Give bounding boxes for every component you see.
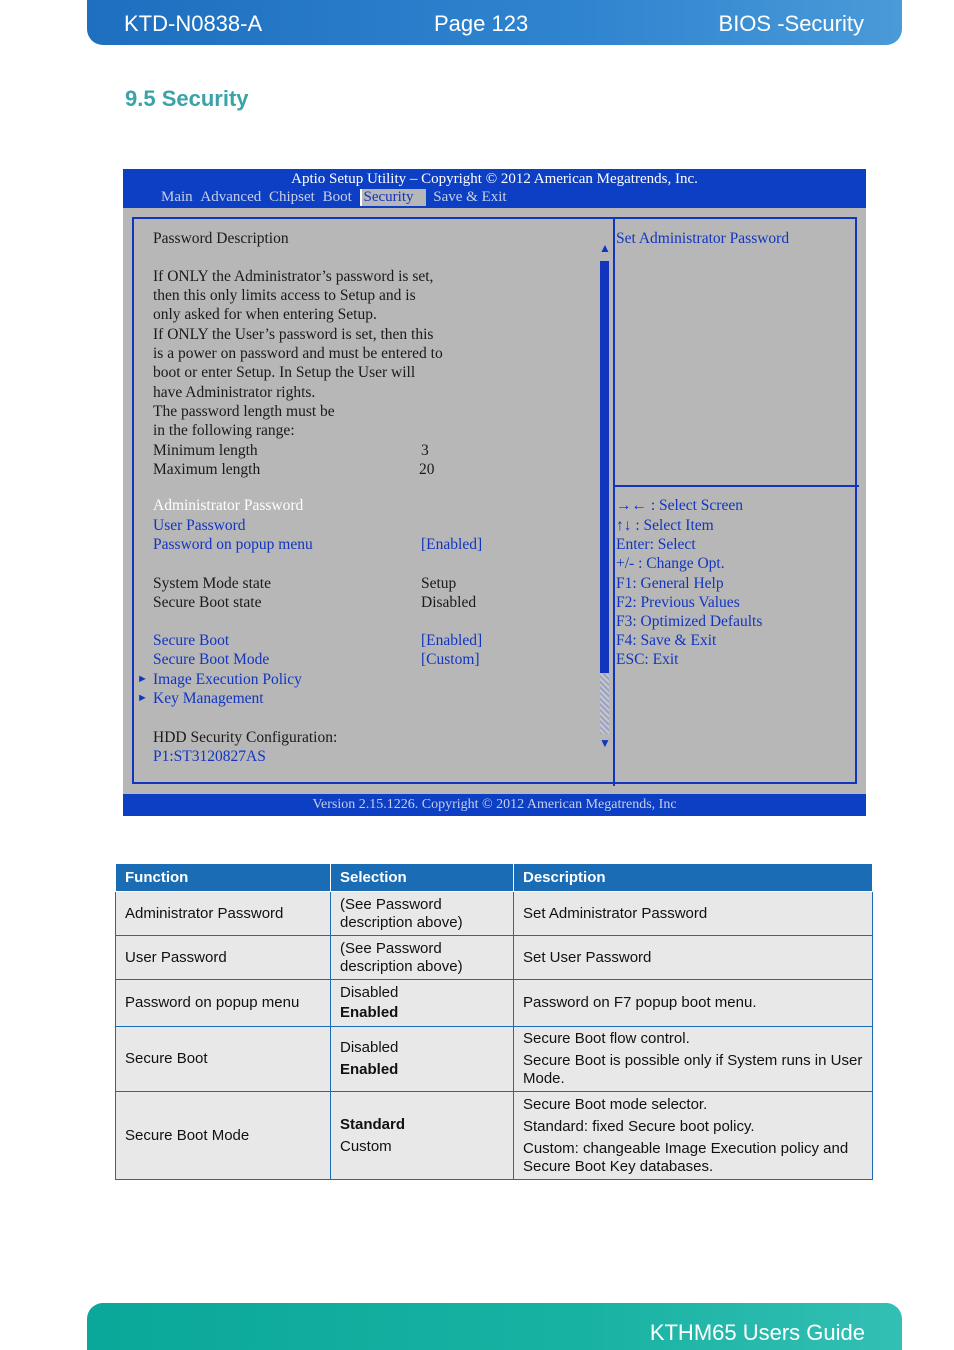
key-management-item[interactable]: Key Management [153, 690, 264, 707]
column-header-function: Function [116, 864, 331, 892]
section-title: 9.5 Security [125, 86, 249, 111]
system-mode-value: Setup [421, 575, 457, 592]
scroll-down-icon[interactable]: ▼ [599, 736, 611, 750]
image-execution-policy-item[interactable]: Image Execution Policy [153, 671, 302, 688]
selection-default-option: Enabled [340, 1004, 399, 1021]
key-hint: ↑↓ : Select Item [616, 517, 714, 534]
key-hint: F1: General Help [616, 575, 724, 592]
help-divider [615, 485, 859, 487]
popup-password-item[interactable]: Password on popup menu [153, 536, 313, 553]
description-cell: Password on F7 popup boot menu. [514, 980, 873, 1027]
function-cell: Administrator Password [116, 892, 331, 936]
table-row [116, 892, 873, 936]
selection-option: Custom [340, 1137, 392, 1155]
description-line: If ONLY the User’s password is set, then this [153, 326, 434, 343]
selection-cell: (See Password description above) [331, 936, 514, 980]
frame-divider [613, 219, 615, 786]
description-line: boot or enter Setup. In Setup the User will [153, 364, 416, 381]
description-cell [514, 1092, 873, 1180]
secure-boot-value[interactable]: [Enabled] [421, 632, 483, 649]
page-footer [87, 1303, 902, 1350]
min-length-value: 3 [421, 442, 429, 459]
hdd-config-label: HDD Security Configuration: [153, 729, 338, 746]
description-line: in the following range: [153, 422, 295, 439]
key-hint: F4: Save & Exit [616, 632, 717, 649]
description-line: If ONLY the Administrator’s password is set, [153, 268, 434, 285]
tab-main[interactable]: Main [161, 189, 193, 205]
description-cell: Set Administrator Password [514, 892, 873, 936]
selection-cell [331, 1092, 514, 1180]
description-line: Secure Boot is possible only if System runs in User Mode. [523, 1052, 863, 1087]
description-line: Standard: fixed Secure boot policy. [523, 1117, 755, 1135]
bios-title-bar [123, 169, 866, 208]
system-mode-label: System Mode state [153, 575, 271, 592]
tab-security[interactable]: Security [360, 189, 426, 206]
function-table [115, 863, 873, 1180]
tab-advanced[interactable]: Advanced [200, 189, 262, 205]
scrollbar-thumb[interactable] [600, 261, 609, 673]
submenu-arrow-icon: ► [137, 673, 148, 685]
popup-password-value[interactable]: [Enabled] [421, 536, 483, 553]
table-row [116, 1092, 873, 1180]
key-hint: ESC: Exit [616, 651, 679, 668]
table-row [116, 936, 873, 980]
table-header-row [116, 864, 873, 892]
description-line: Custom: changeable Image Execution policy and Secure Boot Key databases. [523, 1139, 849, 1175]
page-header [87, 0, 902, 45]
function-cell: Secure Boot Mode [116, 1092, 331, 1180]
scrollbar-track[interactable] [600, 674, 609, 734]
help-text: Set Administrator Password [616, 230, 790, 247]
max-length-label: Maximum length [153, 461, 261, 478]
max-length-value: 20 [419, 461, 435, 478]
secure-boot-item[interactable]: Secure Boot [153, 632, 230, 649]
column-header-description: Description [514, 864, 873, 892]
tab-save-exit[interactable]: Save & Exit [433, 189, 507, 205]
description-line: only asked for when entering Setup. [153, 306, 377, 323]
secure-boot-state-value: Disabled [421, 594, 477, 611]
selection-cell: (See Password description above) [331, 892, 514, 936]
bios-title: Aptio Setup Utility – Copyright © 2012 American Megatrends, Inc. [291, 171, 698, 187]
password-description-heading: Password Description [153, 230, 289, 247]
chapter-title: BIOS -Security [718, 11, 864, 36]
submenu-arrow-icon: ► [137, 692, 148, 704]
table-row [116, 1027, 873, 1092]
description-cell: Set User Password [514, 936, 873, 980]
table-row [116, 980, 873, 1027]
description-line: Secure Boot mode selector. [523, 1095, 708, 1113]
tab-chipset[interactable]: Chipset [268, 189, 315, 205]
key-hint: →← : Select Screen [616, 497, 743, 514]
function-cell: Secure Boot [116, 1027, 331, 1092]
column-header-selection: Selection [331, 864, 514, 892]
user-password-item[interactable]: User Password [153, 517, 246, 534]
function-cell: User Password [116, 936, 331, 980]
description-cell [514, 1027, 873, 1092]
description-line: have Administrator rights. [153, 384, 316, 401]
key-hint: +/- : Change Opt. [616, 555, 725, 572]
key-hint: F3: Optimized Defaults [616, 613, 763, 630]
tab-boot[interactable]: Boot [322, 189, 352, 205]
bios-tabs [161, 189, 511, 206]
key-hint: F2: Previous Values [616, 594, 740, 611]
function-cell: Password on popup menu [116, 980, 331, 1027]
description-line: then this only limits access to Setup and is [153, 287, 416, 304]
page-number: Page 123 [434, 11, 529, 36]
description-line: is a power on password and must be entered to [153, 345, 443, 362]
selection-option: Disabled [340, 1039, 399, 1056]
description-line: The password length must be [153, 403, 335, 420]
hdd-device-item[interactable]: P1:ST3120827AS [153, 748, 266, 765]
min-length-label: Minimum length [153, 442, 258, 459]
admin-password-item[interactable]: Administrator Password [153, 497, 304, 514]
secure-boot-mode-value[interactable]: [Custom] [421, 651, 480, 668]
document-id: KTD-N0838-A [124, 11, 263, 36]
selection-default-option: Standard [340, 1115, 406, 1133]
description-line: Secure Boot flow control. [523, 1030, 690, 1047]
scroll-up-icon[interactable]: ▲ [599, 241, 611, 255]
bios-version-bar: Version 2.15.1226. Copyright © 2012 American Megatrends, Inc [123, 794, 866, 816]
guide-title: KTHM65 Users Guide [649, 1320, 865, 1345]
key-hint: Enter: Select [616, 536, 696, 553]
selection-cell [331, 980, 514, 1027]
selection-option: Disabled [340, 984, 399, 1001]
secure-boot-state-label: Secure Boot state [153, 594, 262, 611]
secure-boot-mode-item[interactable]: Secure Boot Mode [153, 651, 270, 668]
selection-cell [331, 1027, 514, 1092]
selection-default-option: Enabled [340, 1061, 399, 1078]
bios-screen [123, 169, 866, 816]
